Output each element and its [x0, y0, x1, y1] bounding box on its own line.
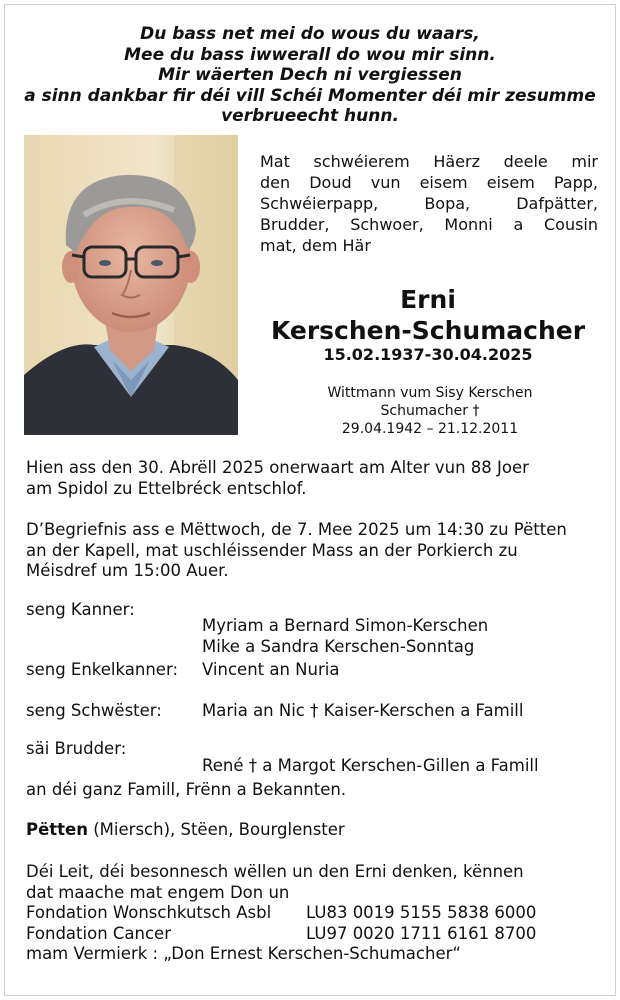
intro-line: den Doud vun eisem eisem Papp,: [260, 173, 598, 192]
grandchildren-names: Vincent an Nuria: [202, 660, 340, 679]
funeral-line: an der Kapell, mat uschléissender Mass an der Porkierch zu: [26, 540, 518, 560]
intro-line: Schwéierpapp, Bopa, Dafpätter,: [260, 194, 598, 213]
donation-org-2: Fondation Cancer: [26, 923, 171, 943]
donation-line: dat maache mat engem Don un: [26, 882, 290, 902]
donation-iban-2: LU97 0020 1711 6161 8700: [306, 923, 537, 943]
deceased-dates: 15.02.1937-30.04.2025: [323, 345, 533, 364]
announcement-line: am Spidol zu Ettelbréck entschlof.: [26, 478, 307, 498]
poem-line: verbrueecht hunn.: [221, 106, 399, 126]
sister-label: seng Schwëster:: [26, 701, 162, 720]
spouse-info: [260, 384, 600, 438]
memorial-poem: [20, 24, 600, 127]
spouse-line: Schumacher †: [380, 403, 480, 419]
brother-label: säi Brudder:: [26, 739, 127, 758]
spouse-dates: 29.04.1942 – 21.12.2011: [341, 421, 519, 437]
child-entry: Myriam a Bernard Simon-Kerschen: [202, 616, 489, 635]
funeral-info: [26, 520, 606, 582]
donation-info: [26, 862, 606, 965]
grandchildren-label: seng Enkelkanner:: [26, 660, 179, 679]
brother-name: René † a Margot Kerschen-Gillen a Famill: [202, 756, 539, 775]
intro-line: Brudder, Schwoer, Monni a Cousin: [260, 215, 598, 234]
donation-org-1: Fondation Wonschkutsch Asbl: [26, 903, 272, 922]
portrait-photo: [24, 135, 238, 435]
donation-org-row: [26, 903, 606, 924]
funeral-line: D’Begriefnis ass e Mëttwoch, de 7. Mee 2025 um 14:30 zu Pëtten: [26, 520, 567, 539]
portrait-illustration: [24, 135, 238, 435]
announcement-line: Hien ass den 30. Abrëll 2025 onerwaart am Alter vun 88 Joer: [26, 458, 529, 477]
intro-text: [260, 151, 598, 256]
sister-name: Maria an Nic † Kaiser-Kerschen a Famill: [202, 701, 524, 720]
place-rest: (Miersch), Stëen, Bourglenster: [88, 820, 345, 839]
poem-line: Du bass net mei do wous du waars,: [140, 24, 480, 44]
children-label: seng Kanner:: [26, 600, 135, 619]
donation-iban-1: LU83 0019 5155 5838 6000: [306, 903, 537, 922]
intro-line: Mat schwéierem Häerz deele mir: [260, 152, 598, 171]
poem-line: Mee du bass iwwerall do wou mir sinn.: [124, 44, 496, 65]
donation-reference: mam Vermierk : „Don Ernest Kerschen-Schumacher“: [26, 944, 461, 963]
deceased-surname: Kerschen-Schumacher: [270, 316, 586, 345]
deceased-first-name: Erni: [400, 285, 456, 314]
donation-org-row: [26, 924, 606, 945]
intro-line: mat, dem Här: [260, 236, 371, 255]
family-closing: an déi ganz Famill, Frënn a Bekannten.: [26, 780, 347, 799]
place-bold: Pëtten: [26, 820, 88, 839]
place-line: [26, 820, 345, 841]
spouse-line: Wittmann vum Sisy Kerschen: [327, 385, 533, 401]
funeral-line: Méisdref um 15:00 Auer.: [26, 561, 229, 580]
child-entry: Mike a Sandra Kerschen-Sonntag: [202, 637, 475, 656]
poem-line: Mir wäerten Dech ni vergiessen: [158, 65, 462, 85]
donation-line: Déi Leit, déi besonnesch wëllen un den Erni denken, kënnen: [26, 862, 524, 881]
poem-line: a sinn dankbar fir déi vill Schéi Momenter déi mir zesumme: [24, 85, 596, 106]
death-announcement: [26, 458, 606, 499]
